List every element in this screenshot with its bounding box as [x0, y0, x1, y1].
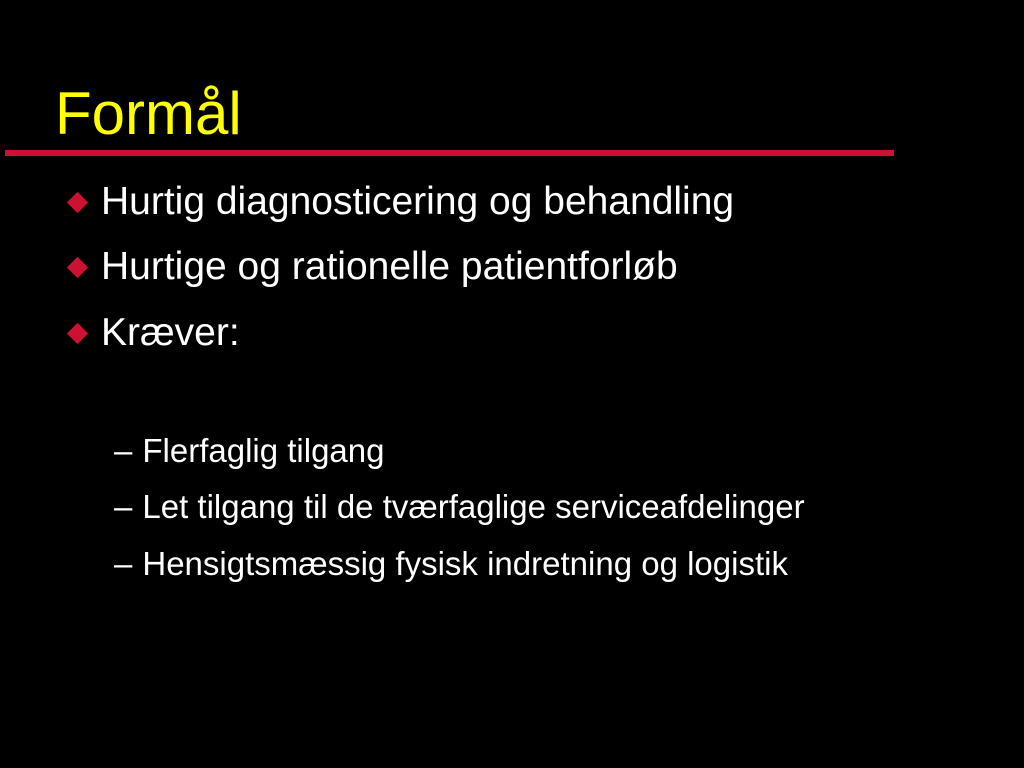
- sub-bullet-item: [114, 486, 805, 528]
- dash-marker: –: [114, 545, 133, 582]
- sub-bullet-text: Let tilgang til de tværfaglige serviceafdelinger: [142, 488, 805, 525]
- bullet-item: [65, 308, 240, 358]
- bullet-item: [65, 242, 678, 292]
- dash-marker: –: [114, 432, 133, 469]
- diamond-icon: [65, 252, 95, 282]
- diamond-icon: [65, 187, 95, 217]
- sub-bullet-item: [114, 543, 788, 585]
- dash-marker: –: [114, 488, 133, 525]
- title-underline: [5, 150, 894, 156]
- sub-bullet-item: [114, 430, 385, 472]
- slide-title: Formål: [55, 80, 242, 147]
- bullet-item: [65, 177, 734, 227]
- diamond-icon: [65, 318, 95, 348]
- sub-bullet-text: Hensigtsmæssig fysisk indretning og logistik: [142, 545, 788, 582]
- bullet-text: Kræver:: [101, 311, 240, 354]
- bullet-text: Hurtige og rationelle patientforløb: [101, 245, 678, 288]
- bullet-text: Hurtig diagnosticering og behandling: [101, 180, 735, 223]
- sub-bullet-text: Flerfaglig tilgang: [142, 432, 385, 469]
